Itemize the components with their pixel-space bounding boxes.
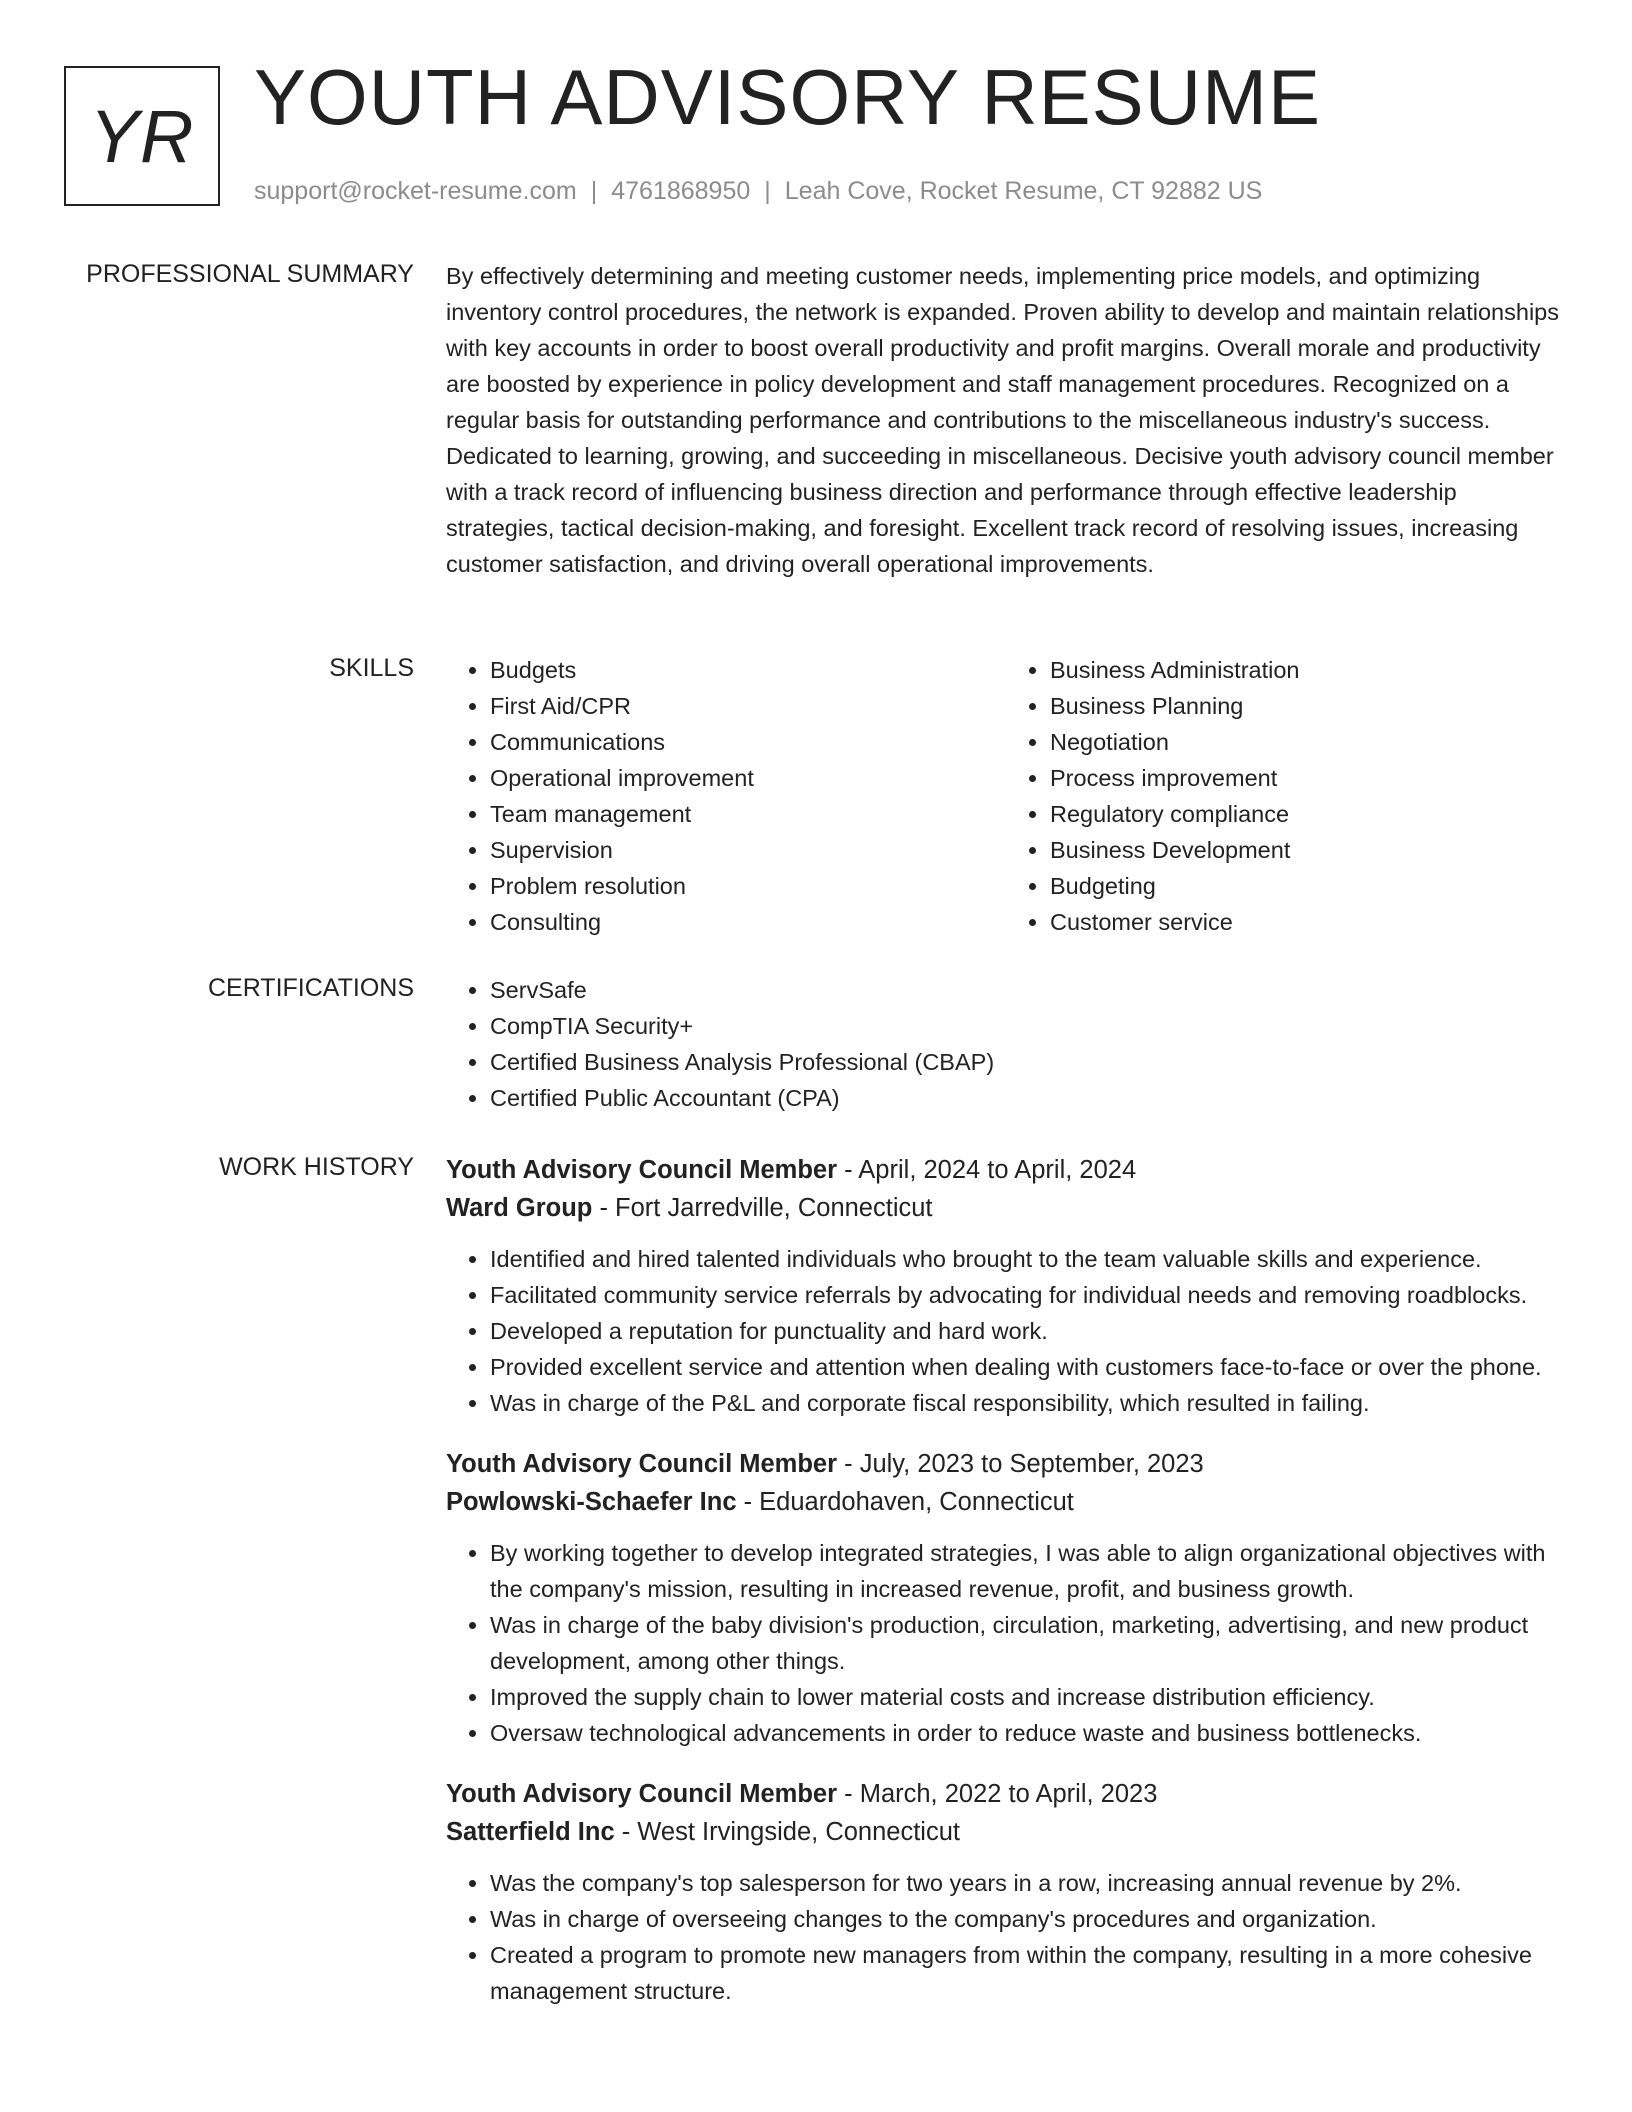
job-entry bbox=[446, 1775, 1566, 2009]
contact-separator: | bbox=[590, 177, 598, 205]
job-title: Youth Advisory Council Member bbox=[446, 1450, 838, 1478]
contact-address: Leah Cove, Rocket Resume, CT 92882 US bbox=[784, 177, 1263, 205]
job-company: Satterfield Inc bbox=[446, 1818, 615, 1846]
summary-text: By effectively determining and meeting customer needs, implementing price models, and optimizing inventory control procedures, the network is expanded. Proven ability to develop and maintain relationships with key accounts in order to boost overall productivity and profit margins. Overall morale and productivity are boosted by experience in policy development and staff management procedures. Recognized on a regular basis for outstanding performance and contributions to the miscellaneous industry's success. Dedicated to learning, growing, and succeeding in miscellaneous. Decisive youth advisory council member with a track record of influencing business direction and performance through effective leadership strategies, tactical decision-making, and foresight. Excellent track record of resolving issues, increasing customer satisfaction, and driving overall operational improvements. bbox=[446, 263, 1559, 577]
job-bullet: • By working together to develop integrated strategies, I was able to align organizational objectives with the company's mission, resulting in increased revenue, profit, and business growth. bbox=[490, 1535, 1566, 1607]
job-title: Youth Advisory Council Member bbox=[446, 1156, 838, 1184]
certification-item: • Certified Business Analysis Professional (CBAP) bbox=[490, 1044, 1566, 1080]
job-bullets bbox=[446, 1865, 1566, 2009]
skill-item: • Budgets bbox=[490, 652, 1006, 688]
job-company-line bbox=[446, 1483, 1566, 1521]
job-bullet: • Developed a reputation for punctuality and hard work. bbox=[490, 1313, 1566, 1349]
job-dates: - July, 2023 to September, 2023 bbox=[837, 1450, 1204, 1478]
job-bullet: • Identified and hired talented individuals who brought to the team valuable skills and experience. bbox=[490, 1241, 1566, 1277]
work-history-body bbox=[446, 1151, 1566, 2033]
section-heading-certifications: CERTIFICATIONS bbox=[207, 974, 414, 1002]
job-company: Ward Group bbox=[446, 1194, 593, 1222]
contact-email: support@rocket-resume.com bbox=[254, 177, 577, 205]
job-entry bbox=[446, 1151, 1566, 1421]
job-dates: - April, 2024 to April, 2024 bbox=[837, 1156, 1137, 1184]
certification-item: • CompTIA Security+ bbox=[490, 1008, 1566, 1044]
job-bullet: • Was in charge of the baby division's production, circulation, marketing, advertising, and new product development, among other things. bbox=[490, 1607, 1566, 1679]
certification-item: • Certified Public Accountant (CPA) bbox=[490, 1080, 1566, 1116]
section-heading-summary: PROFESSIONAL SUMMARY bbox=[86, 260, 414, 288]
skill-item: • Process improvement bbox=[1050, 760, 1566, 796]
job-title: Youth Advisory Council Member bbox=[446, 1780, 838, 1808]
job-bullet: • Was in charge of the P&L and corporate fiscal responsibility, which resulted in failing. bbox=[490, 1385, 1566, 1421]
job-title-line bbox=[446, 1775, 1566, 1813]
contact-phone: 4761868950 bbox=[611, 177, 751, 205]
job-dates: - March, 2022 to April, 2023 bbox=[837, 1780, 1158, 1808]
skill-item: • Supervision bbox=[490, 832, 1006, 868]
job-location: - Eduardohaven, Connecticut bbox=[736, 1488, 1074, 1516]
monogram-logo: YR bbox=[64, 66, 220, 206]
resume-title: YOUTH ADVISORY RESUME bbox=[254, 53, 1322, 141]
job-bullet: • Created a program to promote new managers from within the company, resulting in a more cohesive management structure. bbox=[490, 1937, 1566, 2009]
skill-item: • Business Development bbox=[1050, 832, 1566, 868]
job-location: - Fort Jarredville, Connecticut bbox=[592, 1194, 933, 1222]
skill-item: • Problem resolution bbox=[490, 868, 1006, 904]
job-bullet: • Improved the supply chain to lower material costs and increase distribution efficiency. bbox=[490, 1679, 1566, 1715]
skills-columns bbox=[446, 652, 1566, 940]
skills-list-left bbox=[446, 652, 1006, 940]
job-bullet: • Was in charge of overseeing changes to the company's procedures and organization. bbox=[490, 1901, 1566, 1937]
job-title-line bbox=[446, 1445, 1566, 1483]
job-bullet: • Oversaw technological advancements in order to reduce waste and business bottlenecks. bbox=[490, 1715, 1566, 1751]
skill-item: • Team management bbox=[490, 796, 1006, 832]
job-company-line bbox=[446, 1813, 1566, 1851]
skill-item: • Communications bbox=[490, 724, 1006, 760]
job-title-line bbox=[446, 1151, 1566, 1189]
skill-item: • Customer service bbox=[1050, 904, 1566, 940]
skill-item: • Negotiation bbox=[1050, 724, 1566, 760]
skill-item: • Operational improvement bbox=[490, 760, 1006, 796]
job-company: Powlowski-Schaefer Inc bbox=[446, 1488, 737, 1516]
skill-item: • Regulatory compliance bbox=[1050, 796, 1566, 832]
skill-item: • Budgeting bbox=[1050, 868, 1566, 904]
certification-item: • ServSafe bbox=[490, 972, 1566, 1008]
section-heading-work-history: WORK HISTORY bbox=[219, 1153, 414, 1181]
job-bullets bbox=[446, 1535, 1566, 1751]
skill-item: • Business Administration bbox=[1050, 652, 1566, 688]
contact-line bbox=[254, 176, 1262, 206]
job-bullet: • Provided excellent service and attention when dealing with customers face-to-face or over the phone. bbox=[490, 1349, 1566, 1385]
certifications-body bbox=[446, 972, 1566, 1116]
job-entry bbox=[446, 1445, 1566, 1751]
job-bullet: • Facilitated community service referrals by advocating for individual needs and removing roadblocks. bbox=[490, 1277, 1566, 1313]
certifications-list bbox=[446, 972, 1566, 1116]
contact-separator: | bbox=[764, 177, 771, 205]
skill-item: • Business Planning bbox=[1050, 688, 1566, 724]
section-heading-skills: SKILLS bbox=[329, 654, 414, 682]
skills-list-right bbox=[1006, 652, 1566, 940]
job-company-line bbox=[446, 1189, 1566, 1227]
job-bullet: • Was the company's top salesperson for two years in a row, increasing annual revenue by 2%. bbox=[490, 1865, 1566, 1901]
job-location: - West Irvingside, Connecticut bbox=[614, 1818, 960, 1846]
skill-item: • First Aid/CPR bbox=[490, 688, 1006, 724]
job-bullets bbox=[446, 1241, 1566, 1421]
skill-item: • Consulting bbox=[490, 904, 1006, 940]
